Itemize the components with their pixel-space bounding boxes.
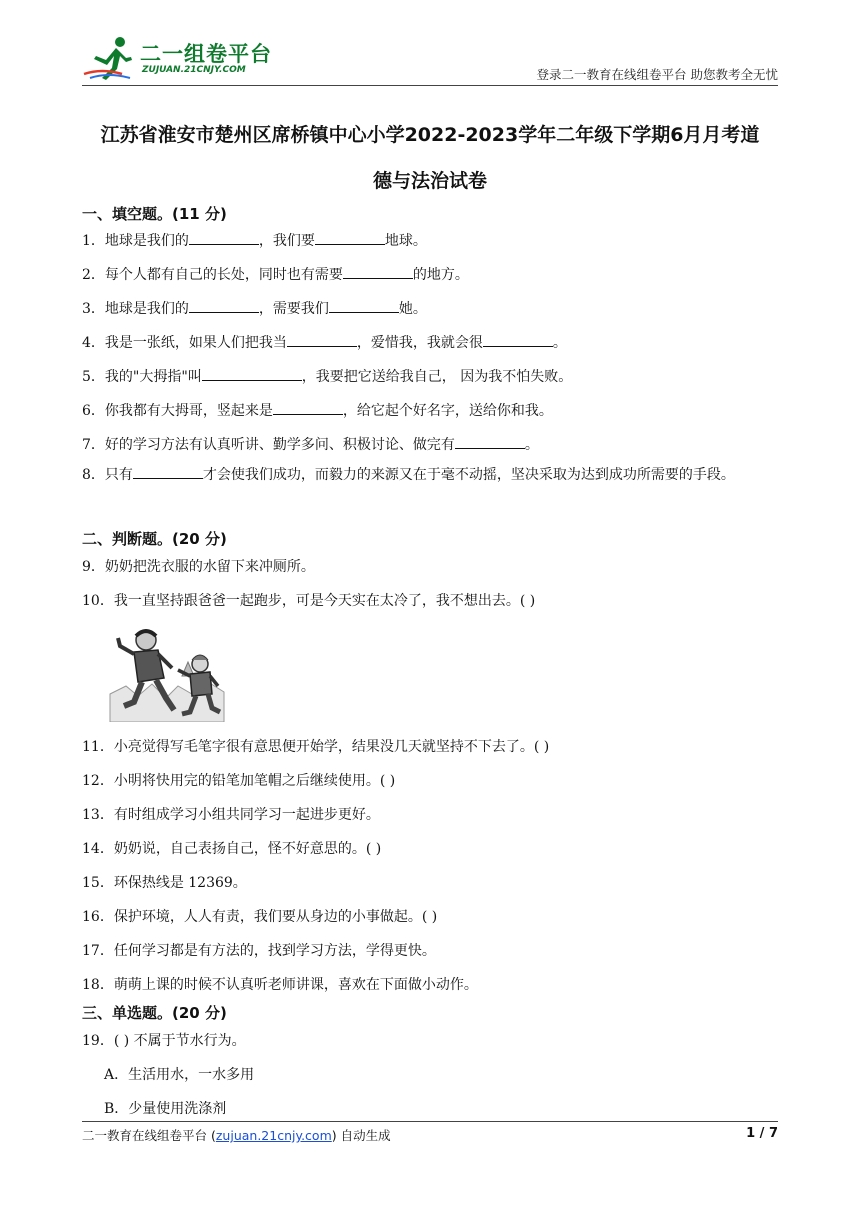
footer-link[interactable]: zujuan.21cnjy.com xyxy=(215,1128,332,1143)
logo[interactable] xyxy=(82,34,282,82)
section-fill-blank-heading: 一、填空题。(11 分) xyxy=(82,205,227,223)
answer-blank[interactable] xyxy=(329,298,399,313)
answer-blank[interactable] xyxy=(455,434,525,449)
question-7 xyxy=(82,434,539,454)
page-header xyxy=(82,34,778,86)
question-11: 11．小亮觉得写毛笔字很有意思便开始学，结果没几天就坚持不下去了。( ) xyxy=(82,739,550,755)
answer-blank[interactable] xyxy=(189,230,259,245)
question-14: 14．奶奶说，自己表扬自己，怪不好意思的。( ) xyxy=(82,841,382,857)
question-text: 1．地球是我们的 xyxy=(82,233,189,249)
question-2 xyxy=(82,264,469,284)
question-16: 16．保护环境，人人有责，我们要从身边的小事做起。( ) xyxy=(82,909,438,925)
section-judgement-heading: 二、判断题。(20 分) xyxy=(82,530,227,548)
option-b[interactable]: B．少量使用洗涤剂 xyxy=(104,1101,227,1117)
question-13: 13．有时组成学习小组共同学习一起进步更好。 xyxy=(82,807,380,823)
answer-blank[interactable] xyxy=(189,298,259,313)
question-text: 8．只有 xyxy=(82,467,133,483)
question-1 xyxy=(82,230,427,250)
answer-blank[interactable] xyxy=(315,230,385,245)
question-8 xyxy=(82,458,778,492)
answer-blank[interactable] xyxy=(483,332,553,347)
logo-url: ZUJUAN.21CNJY.COM xyxy=(142,65,246,75)
answer-blank[interactable] xyxy=(273,400,343,415)
header-divider xyxy=(82,85,778,86)
question-text: 才会使我们成功，而毅力的来源又在于毫不动摇，坚决采取为达到成功所需要的手段。 xyxy=(202,467,735,483)
option-a[interactable]: A．生活用水，一水多用 xyxy=(104,1067,255,1083)
footer-source xyxy=(82,1126,391,1144)
question-text: ，给它起个好名字，送给你和我。 xyxy=(342,403,553,419)
question-text: 。 xyxy=(524,437,539,453)
question-text: 2．每个人都有自己的长处，同时也有需要 xyxy=(82,267,343,283)
page-number: 1 / 7 xyxy=(746,1126,778,1141)
exam-title-line-2: 德与法治试卷 xyxy=(372,170,487,192)
exam-title-line-1: 江苏省淮安市楚州区席桥镇中心小学2022-2023学年二年级下学期6月月考道 xyxy=(100,124,760,146)
answer-blank[interactable] xyxy=(287,332,357,347)
runner-logo-icon xyxy=(82,34,138,82)
question-text: ，需要我们 xyxy=(258,301,329,317)
running-father-child-illustration xyxy=(108,624,226,722)
question-text: 地球。 xyxy=(384,233,427,249)
question-text: ，爱惜我，我就会很 xyxy=(356,335,483,351)
section-single-choice-heading: 三、单选题。(20 分) xyxy=(82,1004,227,1022)
question-text: 。 xyxy=(552,335,567,351)
question-text: 4．我是一张纸，如果人们把我当 xyxy=(82,335,287,351)
question-text: 5．我的"大拇指"叫 xyxy=(82,369,202,385)
question-3 xyxy=(82,298,427,318)
question-text: ，我要把它送给我自己， 因为我不怕失败。 xyxy=(301,369,573,385)
header-slogan[interactable]: 登录二一教育在线组卷平台 助您教考全无忧 xyxy=(536,67,778,82)
question-text: 3．地球是我们的 xyxy=(82,301,189,317)
question-9: 9．奶奶把洗衣服的水留下来冲厕所。 xyxy=(82,559,315,575)
question-text: 7．好的学习方法有认真听讲、勤学多问、积极讨论、做完有 xyxy=(82,437,455,453)
answer-blank[interactable] xyxy=(343,264,413,279)
question-6 xyxy=(82,400,553,420)
answer-blank[interactable] xyxy=(202,366,302,381)
question-17: 17．任何学习都是有方法的，找到学习方法，学得更快。 xyxy=(82,943,436,959)
question-10: 10．我一直坚持跟爸爸一起跑步，可是今天实在太冷了，我不想出去。( ) xyxy=(82,593,536,609)
question-18: 18．萌萌上课的时候不认真听老师讲课，喜欢在下面做小动作。 xyxy=(82,977,478,993)
question-12: 12．小明将快用完的铅笔加笔帽之后继续使用。( ) xyxy=(82,773,396,789)
logo-title: 二一组卷平台 xyxy=(140,42,272,66)
question-text: 的地方。 xyxy=(412,267,469,283)
footer-text: ) 自动生成 xyxy=(331,1128,391,1143)
answer-blank[interactable] xyxy=(133,464,203,479)
question-5 xyxy=(82,366,572,386)
question-4 xyxy=(82,332,567,352)
footer-divider xyxy=(82,1121,778,1122)
question-19: 19．( ) 不属于节水行为。 xyxy=(82,1033,246,1049)
question-text: 6．你我都有大拇哥，竖起来是 xyxy=(82,403,273,419)
question-15: 15．环保热线是 12369。 xyxy=(82,875,247,891)
footer-text: 二一教育在线组卷平台 ( xyxy=(82,1128,216,1143)
question-text: ，我们要 xyxy=(258,233,315,249)
question-text: 她。 xyxy=(398,301,427,317)
